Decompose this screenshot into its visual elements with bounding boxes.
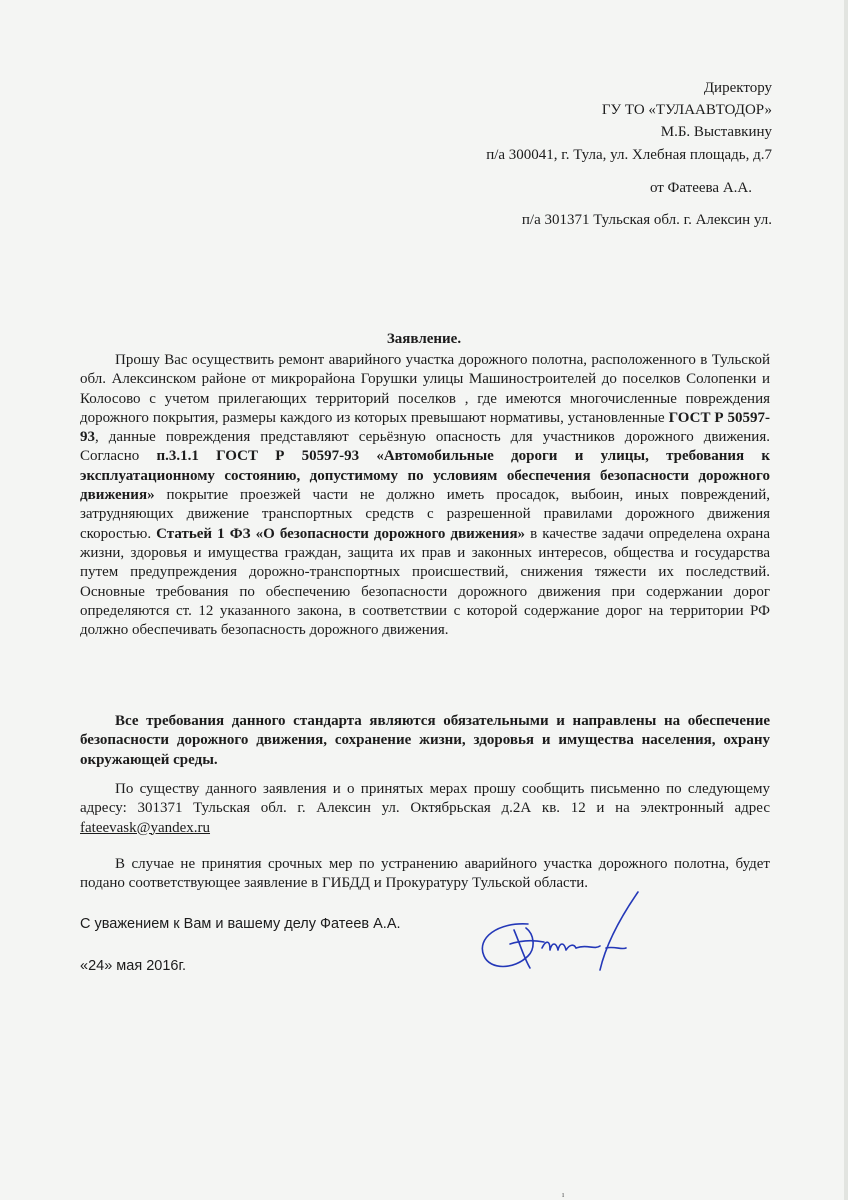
document-title: Заявление. xyxy=(386,331,462,347)
document-date: «24» мая 2016г. xyxy=(80,958,187,974)
recipient-organization: ГУ ТО «ТУЛААВТОДОР» xyxy=(601,102,772,118)
requirements-paragraph: Все требования данного стандарта являются обязательными и направлены на обеспечение безопасности дорожного движения, сохранение жизни, здоровья и имущества населения, охрану окружающей среды. xyxy=(80,713,770,768)
response-request-text: По существу данного заявления и о принятых мерах прошу сообщить письменно по следующему адресу: 301371 Тульская обл. г. Алексин ул. Октябрьская д.2А кв. 12 и на электронный адрес xyxy=(80,781,770,817)
gost-reference: ГОСТ Р 50597-93 xyxy=(80,409,770,446)
main-text-1: Прошу Вас осуществить ремонт аварийного участка дорожного полотна, расположенного в Тульской обл. Алексинском районе от микрорайона Горушки улицы Машиностроителей до поселков Солопенки и Колосово с учетом прилегающих территорий поселков , где имеются многочисленные повреждения дорожного покрытия, размеры каждого из которых превышают нормативы, установленные xyxy=(80,352,770,426)
law-reference: Статьей 1 ФЗ «О безопасности дорожного движения» xyxy=(156,525,526,542)
recipient-name: М.Б. Выставкину xyxy=(660,124,772,140)
recipient-title: Директору xyxy=(703,80,772,96)
gost-clause-reference: п.3.1.1 ГОСТ Р 50597-93 «Автомобильные дороги и улицы, требования к эксплуатационному состоянию, допустимому по условиям обеспечения безопасности дорожного движения» xyxy=(80,448,770,504)
sender-name: от Фатеева А.А. xyxy=(649,180,752,196)
page-edge xyxy=(844,0,848,1200)
page-mark: ı xyxy=(562,1190,565,1199)
main-text-3: покрытие проезжей части не должно иметь просадок, выбоин, иных повреждений, затрудняющих движение транспортных средств с разрешенной правилами дорожного движения скоростью. xyxy=(80,487,770,542)
signature-image xyxy=(470,878,650,988)
main-paragraph xyxy=(80,351,770,640)
response-request-paragraph xyxy=(80,780,770,838)
main-text-2: , данные повреждения представляют серьёзную опасность для участников дорожного движения. Согласно xyxy=(80,429,770,465)
email-address[interactable]: fateevask@yandex.ru xyxy=(80,819,211,836)
sender-address: п/а 301371 Тульская обл. г. Алексин ул. xyxy=(521,212,772,228)
main-text-4: в качестве задачи определена охрана жизни, здоровья и имущества граждан, защита их прав и законных интересов, общества и государства путем предупреждения дорожно-транспортных происшествий, снижения тяжести их последствий. Основные требования по обеспечению безопасности дорожного движения при содержании дорог определяются ст. 12 указанного закона, в соответствии с которой содержание дорог на территории РФ должно обеспечивать безопасность дорожного движения. xyxy=(80,525,770,639)
recipient-address: п/а 300041, г. Тула, ул. Хлебная площадь, д.7 xyxy=(486,147,772,163)
closing-line: С уважением к Вам и вашему делу Фатеев А.А. xyxy=(80,916,401,932)
warning-paragraph: В случае не принятия срочных мер по устранению аварийного участка дорожного полотна, будет подано соответствующее заявление в ГИБДД и Прокуратуру Тульской области. xyxy=(80,856,770,892)
